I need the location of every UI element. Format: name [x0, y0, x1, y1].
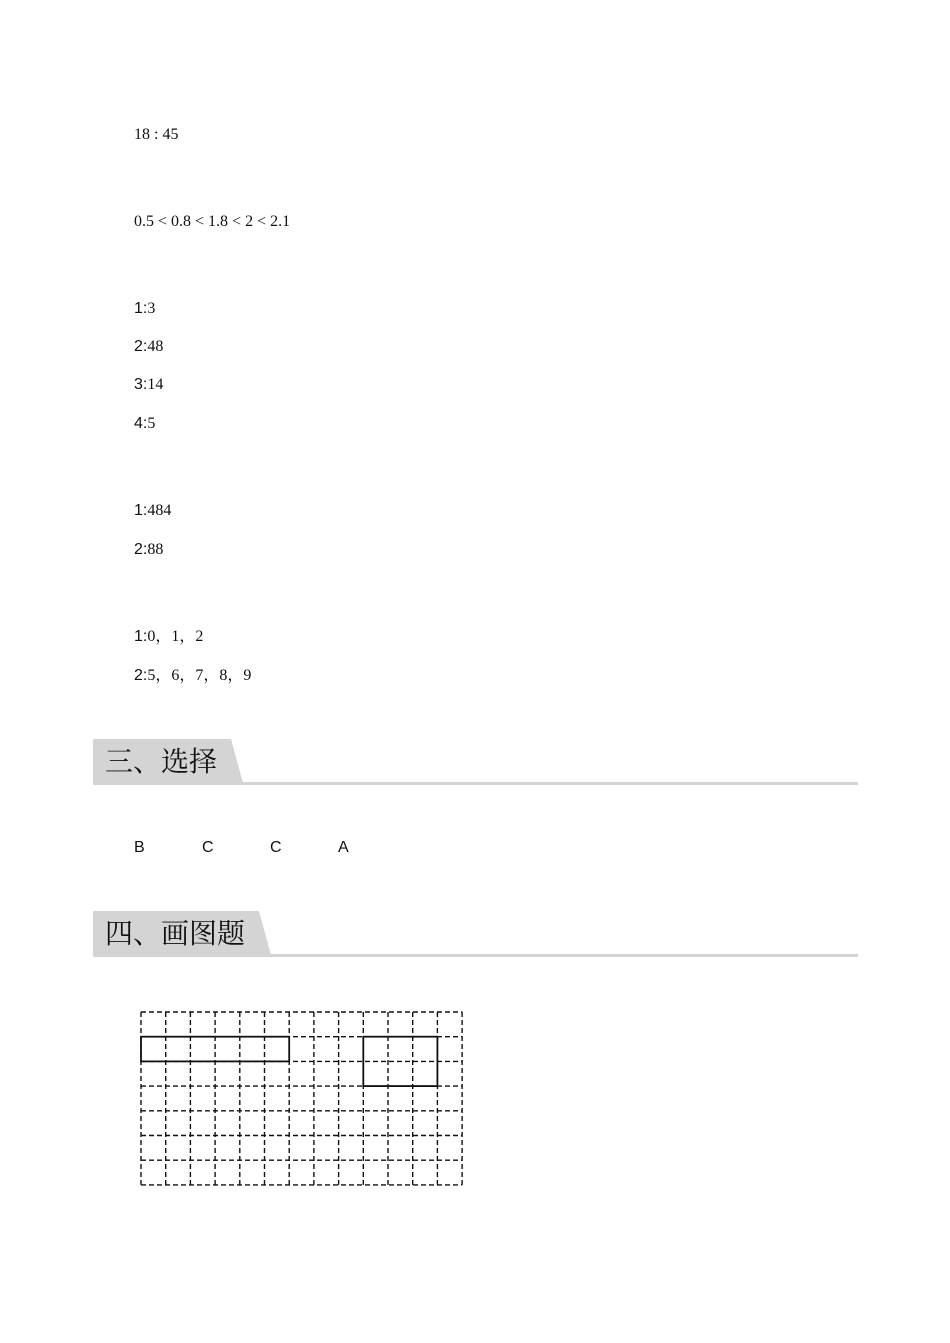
answer-value: 5: [147, 415, 156, 432]
answer-value: 5，6，7，8，9: [147, 667, 252, 684]
answer-value: 484: [147, 502, 172, 519]
choice-answer-3: C: [270, 839, 282, 856]
section-header-choice: [93, 739, 858, 785]
section-title: 三、选择: [105, 745, 218, 778]
answer-ordering: 0.5 < 0.8 < 1.8 < 2 < 2.1: [134, 213, 291, 230]
answer-number: 1: [134, 300, 143, 317]
answer-a-1: 1:3: [134, 300, 156, 317]
section-header-drawing: [93, 911, 858, 957]
answer-number: 2: [134, 338, 143, 355]
section-rule: [93, 782, 858, 785]
answer-number: 4: [134, 415, 143, 432]
section-title: 四、画图题: [105, 917, 246, 950]
answer-a-2: 2:48: [134, 338, 164, 355]
section-rule: [93, 954, 858, 957]
answer-value: 14: [147, 376, 164, 393]
dashed-grid-drawing: [140, 1011, 466, 1187]
choice-answer-2: C: [202, 839, 214, 856]
choice-answer-4: A: [338, 839, 349, 856]
answer-b-2: 2:88: [134, 541, 164, 558]
answer-number: 2: [134, 667, 143, 684]
answer-c-2: 2:5，6，7，8，9: [134, 667, 252, 684]
answer-a-4: 4:5: [134, 415, 156, 432]
answer-value: 3: [147, 300, 156, 317]
answer-a-3: 3:14: [134, 376, 164, 393]
answer-number: 1: [134, 628, 143, 645]
answer-ratio: 18 : 45: [134, 126, 179, 143]
answer-number: 2: [134, 541, 143, 558]
answer-c-1: 1:0，1，2: [134, 628, 204, 645]
answer-number: 1: [134, 502, 143, 519]
answer-value: 48: [147, 338, 164, 355]
answer-value: 88: [147, 541, 164, 558]
answer-b-1: 1:484: [134, 502, 172, 519]
answer-number: 3: [134, 376, 143, 393]
answer-value: 0，1，2: [147, 628, 204, 645]
choice-answer-1: B: [134, 839, 145, 856]
